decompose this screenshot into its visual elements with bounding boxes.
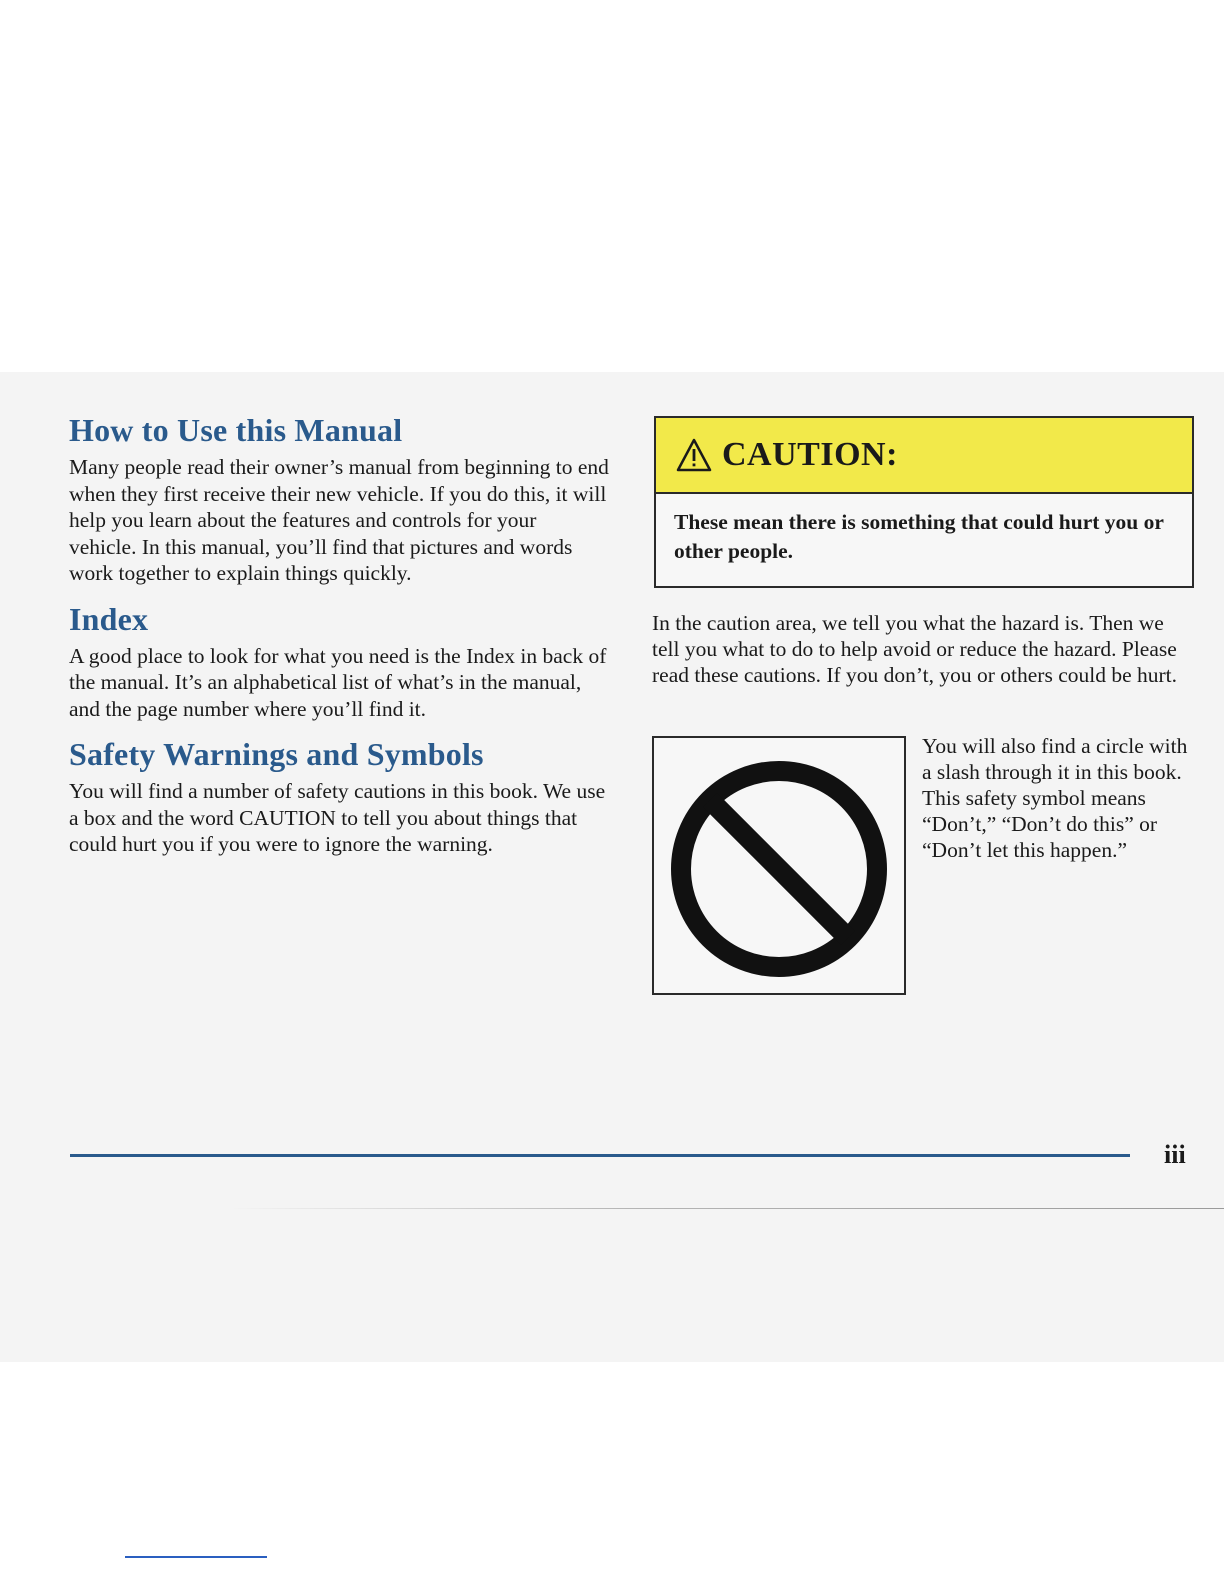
caution-body: These mean there is something that could hurt you or other people.	[674, 510, 1164, 563]
caution-title: CAUTION:	[722, 436, 898, 473]
footer-rule	[70, 1154, 1130, 1157]
heading-index: Index	[69, 600, 149, 637]
bottom-underline	[125, 1556, 267, 1558]
symbol-description: You will also find a circle with a slash through it in this book. This safety symbol means “Don’t,” “Don’t do this” or “Don’t let this happen.”	[922, 734, 1188, 862]
caution-explanation: In the caution area, we tell you what the hazard is. Then we tell you what to do to help avoid or reduce the hazard. Please read these cautions. If you don’t, you or others could be hurt.	[652, 611, 1178, 687]
caution-header	[656, 418, 1192, 494]
symbol-box	[652, 736, 906, 995]
caution-box	[654, 416, 1194, 588]
page-number: iii	[1164, 1140, 1186, 1169]
paragraph-index: A good place to look for what you need is the Index in back of the manual. It’s an alphabetical list of what’s in the manual, and the page number where you’ll find it.	[69, 643, 607, 721]
page-edge-line	[230, 1208, 1224, 1209]
heading-how-to-use: How to Use this Manual	[69, 412, 403, 448]
paragraph-how-to-use: Many people read their owner’s manual from beginning to end when they first receive their new vehicle. If you do this, it will help you learn about the features and controls for your vehicle. In this manual, you’ll find that pictures and words work together to explain things quickly.	[69, 455, 609, 585]
paragraph-safety-warnings: You will find a number of safety cautions in this book. We use a box and the word CAUTION to tell you about things that could hurt you if you were to ignore the warning.	[69, 779, 606, 856]
heading-safety-warnings: Safety Warnings and Symbols	[69, 736, 484, 772]
left-column	[69, 410, 609, 858]
warning-triangle-icon	[676, 438, 712, 472]
no-circle-slash-icon	[668, 758, 890, 980]
